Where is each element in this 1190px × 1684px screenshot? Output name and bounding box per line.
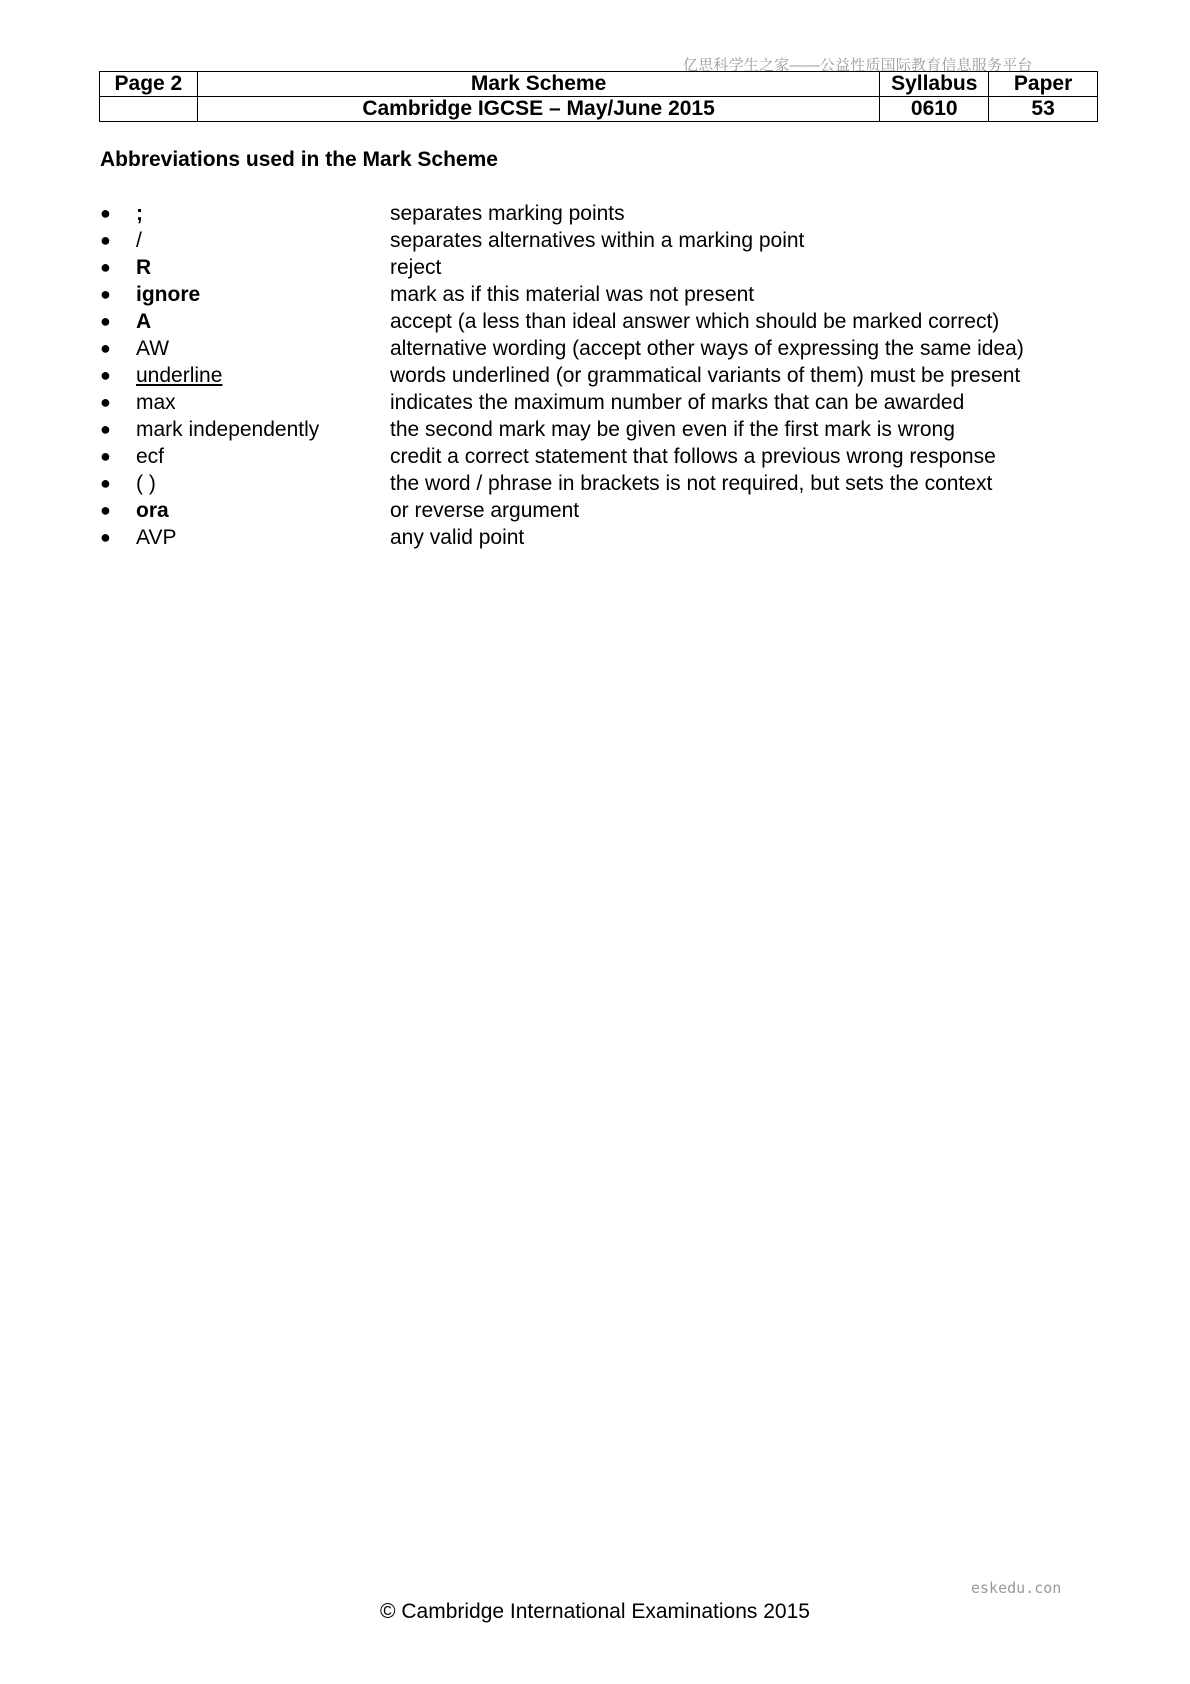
- abbreviation-meaning: separates marking points: [390, 202, 625, 225]
- watermark-top: 亿思科学生之家——公益性质国际教育信息服务平台: [683, 57, 1033, 74]
- bullet-icon: ●: [100, 527, 111, 547]
- empty-cell: [100, 97, 198, 122]
- bullet-icon: ●: [100, 284, 111, 304]
- abbreviation-term: ora: [136, 499, 169, 522]
- bullet-icon: ●: [100, 446, 111, 466]
- abbreviation-meaning: separates alternatives within a marking point: [390, 229, 805, 252]
- abbreviation-meaning: the word / phrase in brackets is not required, but sets the context: [390, 472, 993, 495]
- bullet-icon: ●: [100, 311, 111, 331]
- header-row-2: [100, 97, 1098, 122]
- abbreviation-meaning: alternative wording (accept other ways of expressing the same idea): [390, 337, 1024, 360]
- syllabus-value: 0610: [880, 97, 989, 122]
- abbreviation-term: max: [136, 391, 176, 414]
- abbreviation-meaning: credit a correct statement that follows a previous wrong response: [390, 445, 996, 468]
- abbreviation-meaning: the second mark may be given even if the first mark is wrong: [390, 418, 955, 441]
- bullet-icon: ●: [100, 473, 111, 493]
- page-number: Page 2: [100, 72, 198, 97]
- abbreviation-term: ignore: [136, 283, 201, 306]
- abbreviation-term: A: [136, 310, 152, 333]
- abbreviation-term: R: [136, 256, 152, 279]
- abbreviation-term: ( ): [136, 472, 156, 495]
- bullet-icon: ●: [100, 257, 111, 277]
- bullet-icon: ●: [100, 392, 111, 412]
- abbreviation-meaning: accept (a less than ideal answer which should be marked correct): [390, 310, 1000, 333]
- abbreviation-term: AVP: [136, 526, 177, 549]
- abbreviation-meaning: mark as if this material was not present: [390, 283, 755, 306]
- document-subtitle: Cambridge IGCSE – May/June 2015: [197, 97, 880, 122]
- section-title: Abbreviations used in the Mark Scheme: [100, 148, 498, 171]
- abbreviation-term: mark independently: [136, 418, 320, 441]
- abbreviation-term: /: [136, 229, 142, 252]
- bullet-icon: ●: [100, 203, 111, 223]
- abbreviation-meaning: reject: [390, 256, 442, 279]
- abbreviation-term: AW: [136, 337, 170, 360]
- header-row-1: [100, 72, 1098, 97]
- abbreviation-meaning: or reverse argument: [390, 499, 580, 522]
- abbreviation-term: ;: [136, 202, 143, 225]
- paper-label: Paper: [989, 72, 1098, 97]
- bullet-icon: ●: [100, 500, 111, 520]
- bullet-icon: ●: [100, 230, 111, 250]
- abbreviation-meaning: words underlined (or grammatical variants of them) must be present: [390, 364, 1021, 387]
- copyright-footer: © Cambridge International Examinations 2015: [380, 1600, 810, 1623]
- bullet-icon: ●: [100, 419, 111, 439]
- abbreviation-term: underline: [136, 364, 223, 387]
- abbreviation-meaning: indicates the maximum number of marks that can be awarded: [390, 391, 965, 414]
- document-title: Mark Scheme: [197, 72, 880, 97]
- syllabus-label: Syllabus: [880, 72, 989, 97]
- abbreviation-term: ecf: [136, 445, 165, 468]
- header-table: [99, 71, 1098, 122]
- watermark-bottom: eskedu.con: [971, 1579, 1062, 1597]
- bullet-icon: ●: [100, 365, 111, 385]
- bullet-icon: ●: [100, 338, 111, 358]
- paper-value: 53: [989, 97, 1098, 122]
- abbreviation-meaning: any valid point: [390, 526, 525, 549]
